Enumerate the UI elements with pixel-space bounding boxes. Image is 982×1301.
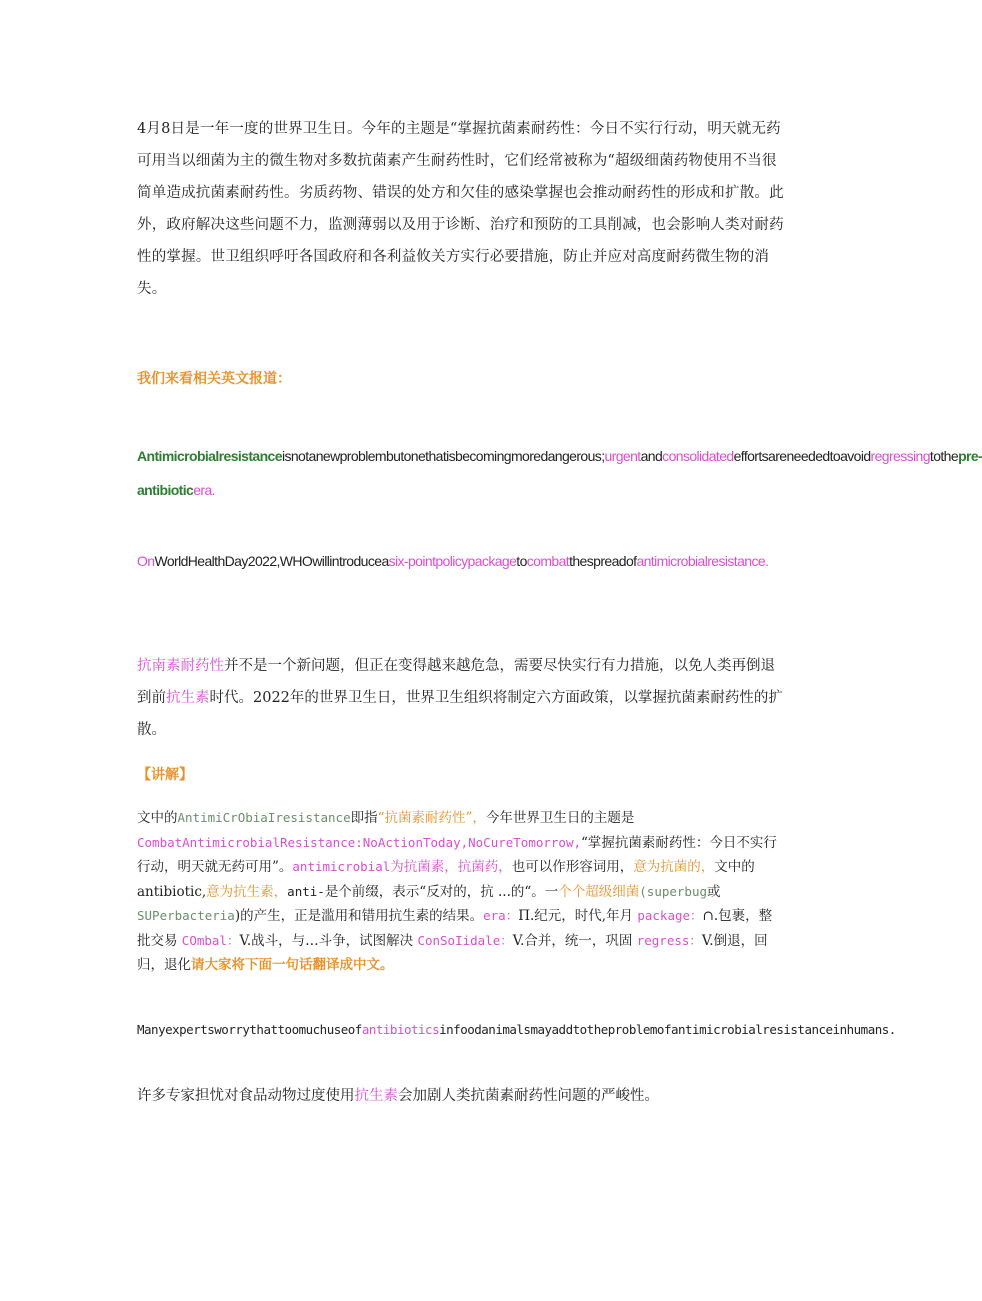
chinese-translation-1: [137, 650, 785, 746]
term-superbacteria: SUPerbacteria: [137, 908, 235, 923]
text-run: 即指: [350, 810, 378, 826]
text-run: 或: [707, 883, 721, 900]
text-run: ∩.包裹，整批交易: [137, 908, 773, 949]
term-antibiotics: antibiotics: [361, 1022, 440, 1037]
vocab-word: package：: [637, 908, 703, 923]
term-pre-antibiotic: pre-antibiotic: [137, 448, 982, 498]
term-zh-antibiotic: 抗生素: [354, 1088, 398, 1104]
text-run: V.战斗，与…斗争，试图解决: [239, 932, 414, 949]
text-run: 时代。2022年的世界卫生日，世界卫生组织将制定六方面政策，以掌握抗菌素耐药性的扩散。: [137, 690, 783, 738]
text-run: 文中的: [137, 810, 178, 826]
term-zh: “抗菌素耐药性”，: [377, 810, 486, 826]
text-run: WorldHealthDay2022,WHOwillintroducea: [154, 553, 389, 569]
term-consolidated: consolidated: [662, 448, 734, 464]
term-zh-antibiotic: 抗生素: [166, 690, 210, 706]
term-era: era.: [193, 482, 215, 498]
english-paragraph-2: [137, 544, 785, 578]
text-run: 今年世界卫生日的主题是: [485, 810, 635, 826]
vocab-word: ConSoIidale：: [417, 932, 513, 948]
text-run: isnotanewproblembutonethatisbecomingmoredangerous;: [281, 448, 605, 464]
term-zh: 意为抗生素，: [206, 883, 288, 900]
text-run: 文中的antibiotic,: [137, 859, 755, 900]
term-combat: combat: [526, 553, 570, 569]
term-superbug: (superbug: [639, 883, 708, 899]
text-run: infoodanimalsmayaddtotheproblemofantimicrobialresistanceinhumans.: [439, 1022, 896, 1037]
term-zh: 为抗菌素，抗菌药，: [390, 859, 512, 875]
term-on: On: [137, 553, 155, 569]
english-report-heading: 我们来看相关英文报道：: [137, 371, 291, 387]
term-policy-package: six-pointpolicypackage: [388, 553, 517, 569]
term-theme-en: CombatAntimicrobialResistance:NoActionToday,NoCureTomorrow,: [137, 834, 582, 850]
explanation-paragraph: [137, 806, 785, 978]
term-zh: 个个超级细菌: [558, 883, 640, 900]
text-run: effortsareneededtoavoid: [733, 448, 871, 464]
text-run: )的产生，正是滥用和错用抗生素的结果。: [234, 908, 484, 924]
intro-paragraph: 4月8日是一年一度的世界卫生日。今年的主题是“掌握抗菌素耐药性：今日不实行行动，明天就无药可用当以细菌为主的微生物对多数抗菌素产生耐药性时，它们经常被称为“超级细菌药物使用不当很简单造成抗菌素耐药性。劣质药物、错误的处方和欠佳的感染掌握也会推动耐药性的形成和扩散。此外，政府解决这些问题不力，监测薄弱以及用于诊断、治疗和预防的工具削减，也会影响人类对耐药性的掌握。世卫组织呼吁各国政府和各利益攸关方实行必要措施，防止并应对高度耐药微生物的消失。: [137, 121, 784, 297]
text-run: П.纪元，时代,年月: [518, 908, 634, 924]
term-anti-prefix: anti-: [287, 883, 325, 899]
text-run: tothe: [929, 448, 959, 464]
text-run: V.合并，统一，巩固: [512, 932, 633, 949]
term-antimicrobial-resistance-2: antimicrobialresistance.: [636, 553, 769, 569]
text-run: 是个前缀，表示“反对的，抗 ...的“。一: [324, 883, 559, 900]
text-run: Manyexpertsworrythattoomuchuseof: [137, 1022, 362, 1037]
text-run: 会加剧人类抗菌素耐药性问题的严峻性。: [398, 1088, 659, 1104]
vocab-word: era：: [483, 908, 519, 923]
text-run: to: [516, 553, 527, 569]
text-run: 也可以作形容词用，: [511, 859, 634, 875]
vocab-word: COmbal：: [181, 932, 240, 948]
term-zh-resistance: 抗南素耐药性: [137, 658, 224, 674]
term-antimicrobial: antimicrobial: [292, 859, 391, 874]
term-urgent: urgent: [604, 448, 641, 464]
translation-prompt: 请大家将下面一句话翻译成中文。: [191, 957, 394, 973]
english-sentence-3: [137, 1017, 896, 1043]
term-zh: 意为抗菌的，: [633, 859, 715, 875]
term-code: AntimiCrObiaIresistance: [177, 810, 351, 825]
vocab-word: regress：: [636, 932, 702, 948]
term-antimicrobial-resistance: Antimicrobialresistance: [137, 448, 282, 464]
text-run: V.倒退，回归，退化: [137, 932, 768, 973]
text-run: “掌握抗菌素耐药性：今日不实行行动，明天就无药可用”。: [137, 834, 777, 875]
text-run: 许多专家担忧对食品动物过度使用: [137, 1088, 355, 1104]
text-run: 并不是一个新问题，但正在变得越来越危急，需要尽快实行有力措施，以免人类再倒退到前: [137, 658, 775, 706]
english-paragraph-1: [137, 439, 982, 507]
text-run: thespreadof: [569, 553, 637, 569]
explanation-heading: 【讲解】: [137, 767, 193, 783]
text-run: and: [640, 448, 663, 464]
chinese-translation-3: [137, 1082, 785, 1110]
term-regressing: regressing: [870, 448, 930, 464]
